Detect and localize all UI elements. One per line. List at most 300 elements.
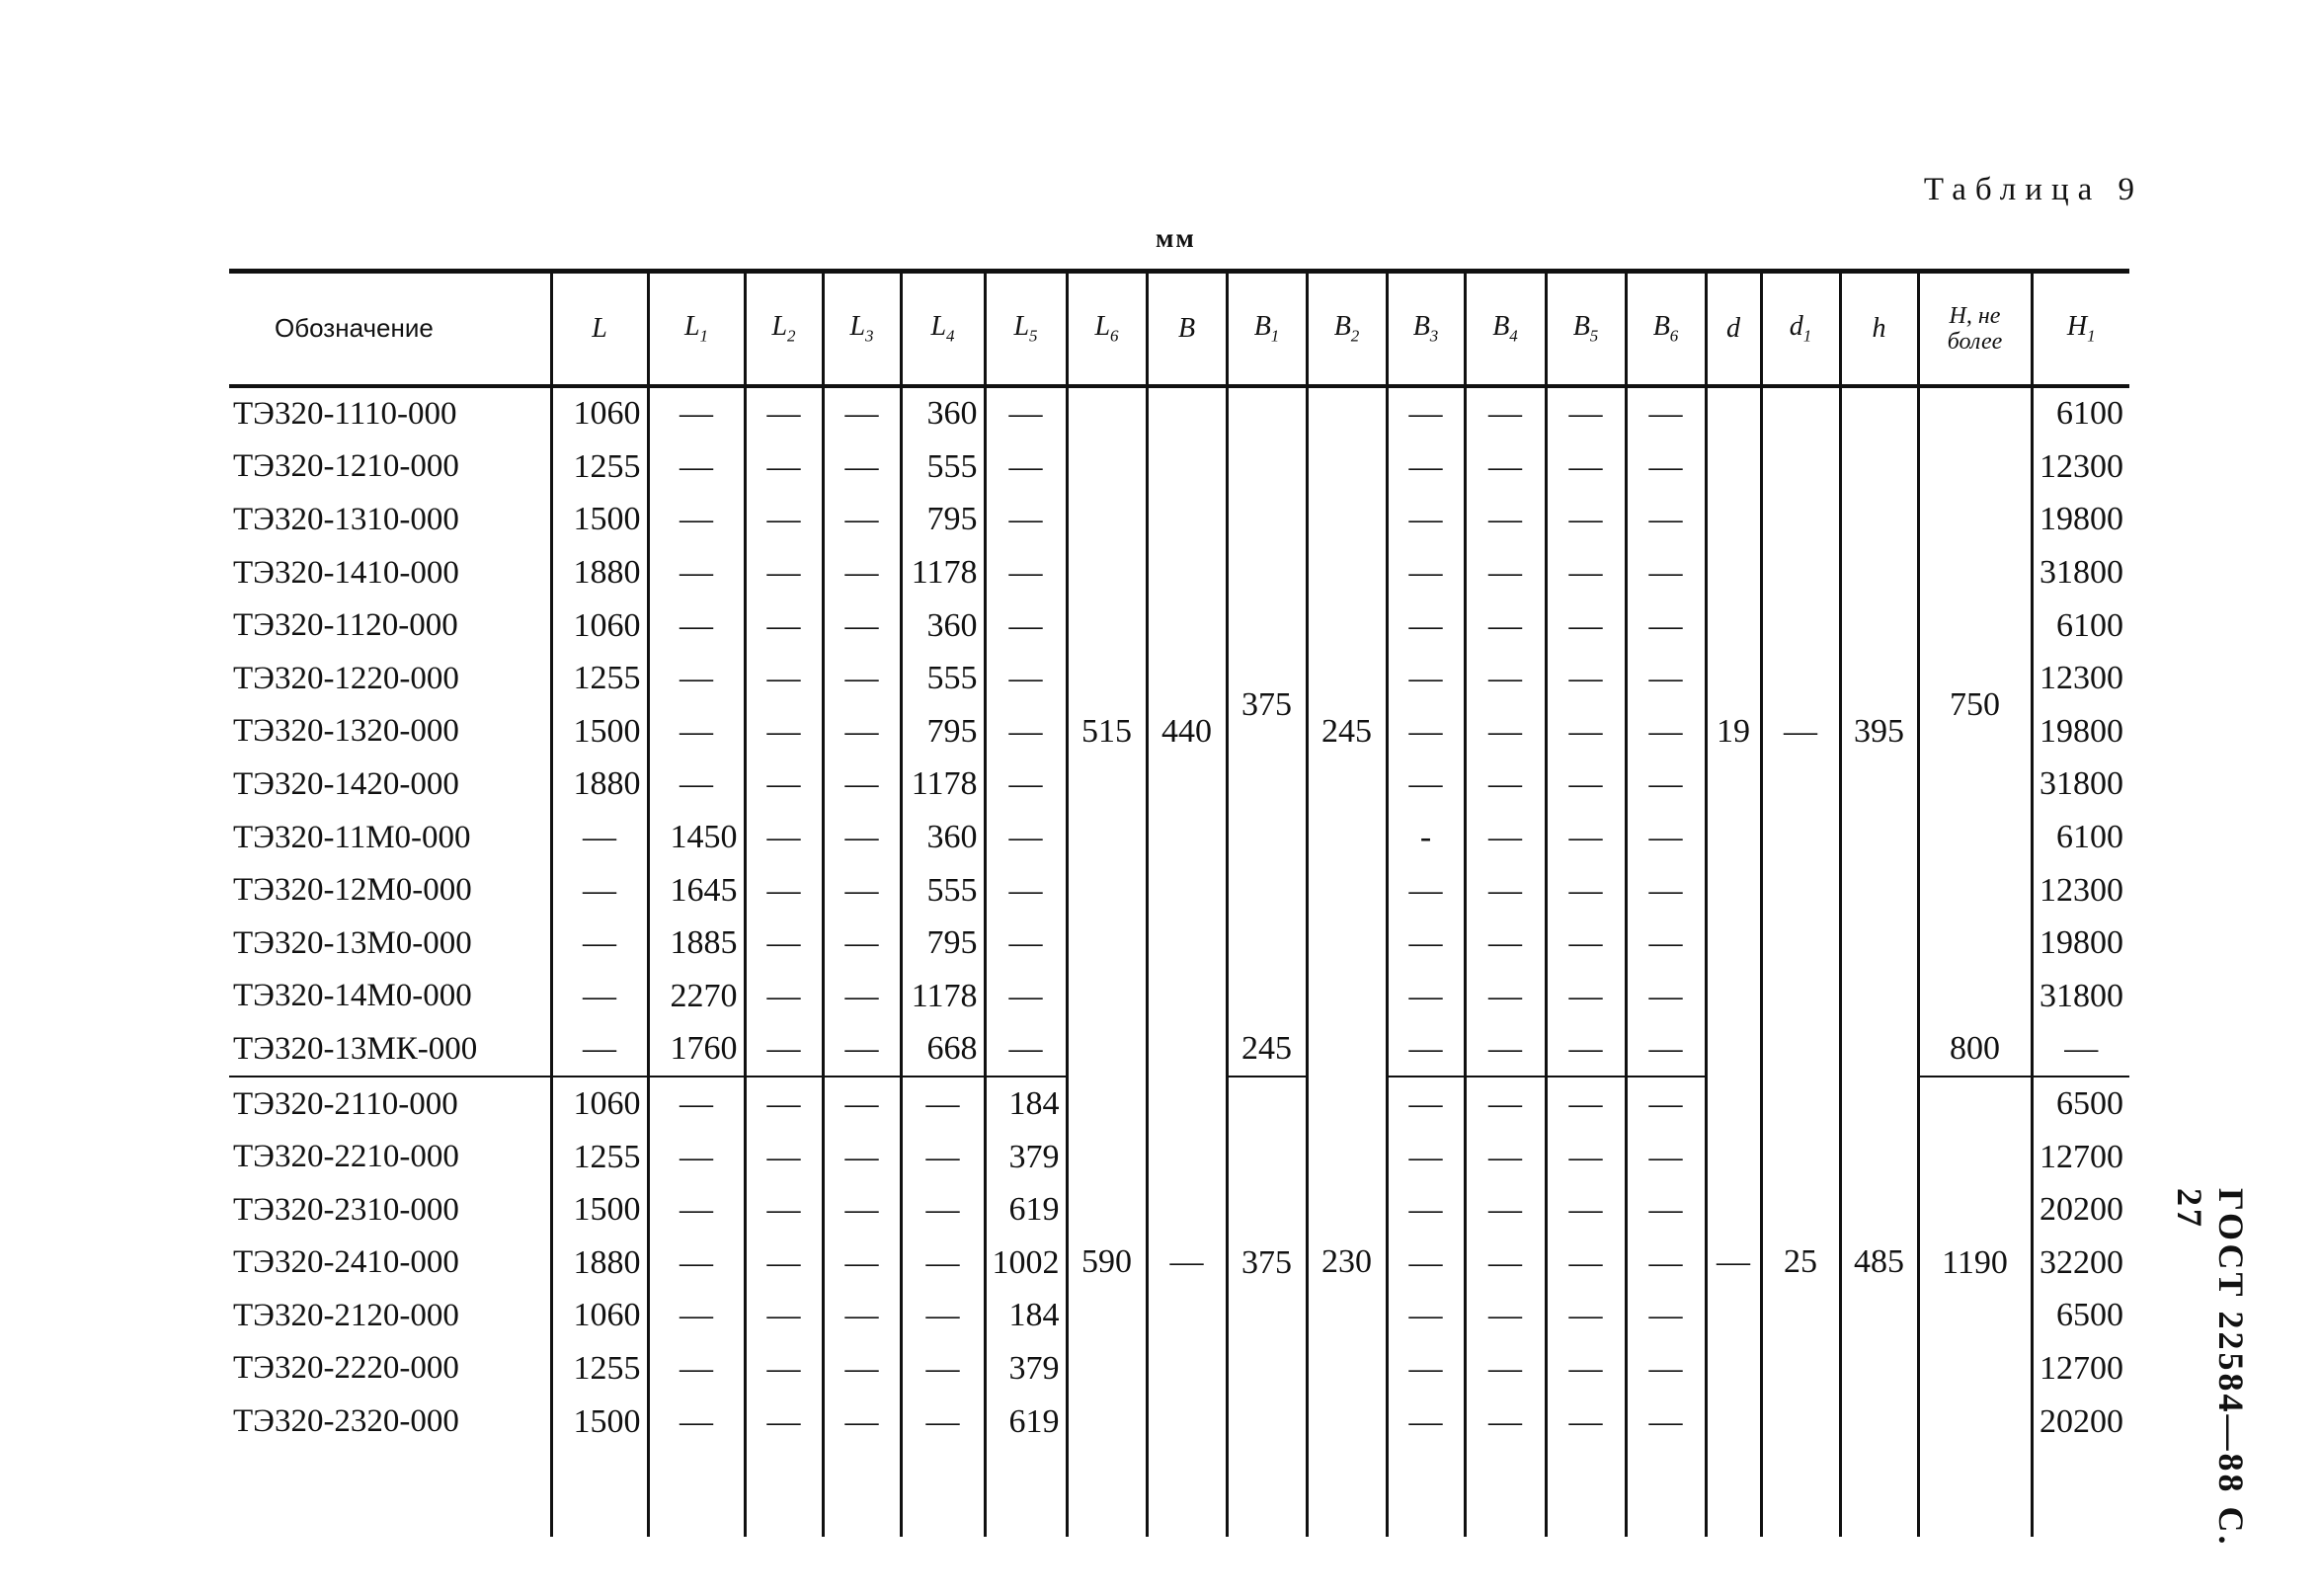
table-row xyxy=(229,1077,2129,1131)
header-d-text: d xyxy=(1726,312,1740,344)
cell-L3-4: — xyxy=(823,970,901,1023)
cell-L1-2: — xyxy=(648,1077,745,1131)
cell-designation: ТЭ320-2220-000 xyxy=(233,1350,459,1387)
cell-L4-5: — xyxy=(901,1183,985,1237)
cell-L-1: 1060 xyxy=(551,1077,648,1131)
cell-B6-14: — xyxy=(1626,1342,1706,1396)
header-L1 xyxy=(648,272,745,386)
cell-B6-14: — xyxy=(1626,440,1706,494)
cell-B3-11: — xyxy=(1387,546,1465,599)
filler-cell xyxy=(1918,1448,2032,1537)
cell-L1-2: — xyxy=(648,758,745,812)
cell-B5-13: — xyxy=(1546,917,1626,970)
cell-B5-13: — xyxy=(1546,1342,1626,1396)
cell-L1-2: — xyxy=(648,1183,745,1237)
cell-B4-12: — xyxy=(1465,864,1546,918)
cell-B3-11: — xyxy=(1387,970,1465,1023)
cell-L2-3: — xyxy=(745,970,823,1023)
cell-L2-3: — xyxy=(745,599,823,653)
cell-L1-2: — xyxy=(648,599,745,653)
header-B-text: B xyxy=(1177,312,1196,344)
cell-L5-6: — xyxy=(985,546,1067,599)
cell-B4-12: — xyxy=(1465,546,1546,599)
cell-L4-5: 795 xyxy=(901,494,985,547)
cell-H1-19: 12700 xyxy=(2032,1131,2129,1184)
cell-B5-13: — xyxy=(1546,811,1626,864)
cell-B5-13: — xyxy=(1546,1396,1626,1449)
cell-L3-4: — xyxy=(823,546,901,599)
cell-L2-3: — xyxy=(745,652,823,705)
header-L2 xyxy=(745,272,823,386)
cell-L5-6: 184 xyxy=(985,1077,1067,1131)
cell-L2-3: — xyxy=(745,1290,823,1343)
header-row xyxy=(229,272,2129,386)
cell-L6-7: 590 xyxy=(1067,1077,1147,1448)
header-L-text: L xyxy=(592,312,607,344)
cell-L1-2: — xyxy=(648,1342,745,1396)
cell-B6-14: — xyxy=(1626,1131,1706,1184)
cell-B1-9: 375 xyxy=(1227,1077,1307,1448)
cell-L4-5: 795 xyxy=(901,917,985,970)
header-d1-text: $d_1$ xyxy=(1789,310,1812,346)
cell-B3-11: — xyxy=(1387,386,1465,441)
cell-L-1: 1880 xyxy=(551,546,648,599)
cell-L-1: 1880 xyxy=(551,758,648,812)
cell-B4-12: — xyxy=(1465,917,1546,970)
cell-L1-2: 2270 xyxy=(648,970,745,1023)
table-filler-row xyxy=(229,1448,2129,1537)
header-L6-text: $L_6$ xyxy=(1094,310,1119,346)
cell-L1-2: 1450 xyxy=(648,811,745,864)
cell-L-1: 1255 xyxy=(551,440,648,494)
cell-B2-10: 230 xyxy=(1307,1077,1387,1448)
cell-H1-19: 12300 xyxy=(2032,652,2129,705)
cell-L-1: 1060 xyxy=(551,386,648,441)
cell-B6-14: — xyxy=(1626,1183,1706,1237)
cell-L5-6: — xyxy=(985,705,1067,758)
cell-B5-13: — xyxy=(1546,758,1626,812)
cell-L5-6: — xyxy=(985,599,1067,653)
cell-L1-2: — xyxy=(648,1237,745,1290)
cell-L-1: — xyxy=(551,864,648,918)
cell-L-1: — xyxy=(551,970,648,1023)
filler-cell xyxy=(2032,1448,2129,1537)
cell-designation: ТЭ320-1420-000 xyxy=(233,765,459,802)
cell-H-18: 1190 xyxy=(1918,1077,2032,1448)
filler-cell xyxy=(1387,1448,1465,1537)
cell-L1-2: — xyxy=(648,705,745,758)
cell-H1-19: 20200 xyxy=(2032,1183,2129,1237)
cell-L5-6: — xyxy=(985,440,1067,494)
cell-d-15: — xyxy=(1706,1077,1761,1448)
cell-H1-19: 6500 xyxy=(2032,1077,2129,1131)
cell-B3-11: — xyxy=(1387,440,1465,494)
cell-B3-11: - xyxy=(1387,811,1465,864)
header-B6 xyxy=(1626,272,1706,386)
cell-L-1: 1060 xyxy=(551,599,648,653)
cell-B4-12: — xyxy=(1465,599,1546,653)
cell-B4-12: — xyxy=(1465,1237,1546,1290)
cell-L1-2: — xyxy=(648,1396,745,1449)
header-h-text: h xyxy=(1872,312,1886,344)
cell-L2-3: — xyxy=(745,864,823,918)
header-L3-text: $L_3$ xyxy=(849,310,874,346)
cell-L3-4: — xyxy=(823,1183,901,1237)
header-B2 xyxy=(1307,272,1387,386)
cell-B5-13: — xyxy=(1546,864,1626,918)
cell-L4-5: — xyxy=(901,1342,985,1396)
cell-L2-3: — xyxy=(745,1396,823,1449)
cell-B3-11: — xyxy=(1387,494,1465,547)
cell-designation: ТЭ320-2320-000 xyxy=(233,1403,459,1440)
cell-B2-10: 245 xyxy=(1307,386,1387,1077)
filler-cell xyxy=(985,1448,1067,1537)
cell-B6-14: — xyxy=(1626,652,1706,705)
cell-B6-14: — xyxy=(1626,494,1706,547)
cell-L5-6: — xyxy=(985,386,1067,441)
cell-L4-5: — xyxy=(901,1077,985,1131)
cell-B5-13: — xyxy=(1546,652,1626,705)
cell-designation: ТЭ320-1410-000 xyxy=(233,554,459,591)
cell-B6-14: — xyxy=(1626,1237,1706,1290)
cell-L5-6: — xyxy=(985,1023,1067,1077)
cell-designation: ТЭ320-1110-000 xyxy=(233,395,457,432)
cell-d1-16: 25 xyxy=(1761,1077,1840,1448)
header-B5-text: $B_5$ xyxy=(1572,310,1599,346)
cell-L2-3: — xyxy=(745,546,823,599)
cell-L4-5: 1178 xyxy=(901,970,985,1023)
cell-L5-6: 379 xyxy=(985,1131,1067,1184)
spec-table xyxy=(229,269,2129,1537)
cell-B5-13: — xyxy=(1546,1077,1626,1131)
cell-L5-6: — xyxy=(985,864,1067,918)
cell-L5-6: 619 xyxy=(985,1396,1067,1449)
cell-B4-12: — xyxy=(1465,652,1546,705)
cell-B3-11: — xyxy=(1387,917,1465,970)
cell-L1-2: — xyxy=(648,386,745,441)
cell-B3-11: — xyxy=(1387,1342,1465,1396)
cell-L-1: 1500 xyxy=(551,705,648,758)
cell-L3-4: — xyxy=(823,705,901,758)
cell-L5-6: — xyxy=(985,758,1067,812)
cell-L5-6: 379 xyxy=(985,1342,1067,1396)
cell-L-1: 1500 xyxy=(551,494,648,547)
cell-L4-5: 360 xyxy=(901,811,985,864)
header-d1 xyxy=(1761,272,1840,386)
cell-designation: ТЭ320-11М0-000 xyxy=(233,819,471,855)
cell-B4-12: — xyxy=(1465,440,1546,494)
cell-L6-7: 515 xyxy=(1067,386,1147,1077)
cell-designation: ТЭ320-1120-000 xyxy=(233,607,458,644)
cell-B6-14: — xyxy=(1626,917,1706,970)
cell-B5-13: — xyxy=(1546,970,1626,1023)
cell-B5-13: — xyxy=(1546,1131,1626,1184)
header-B5 xyxy=(1546,272,1626,386)
cell-L2-3: — xyxy=(745,386,823,441)
cell-B5-13: — xyxy=(1546,440,1626,494)
cell-designation: ТЭ320-2410-000 xyxy=(233,1244,459,1281)
header-L5-text: $L_5$ xyxy=(1013,310,1038,346)
cell-B5-13: — xyxy=(1546,1290,1626,1343)
cell-B6-14: — xyxy=(1626,1396,1706,1449)
cell-H1-19: 12300 xyxy=(2032,864,2129,918)
cell-d-15: 19 xyxy=(1706,386,1761,1077)
cell-L-1: 1500 xyxy=(551,1396,648,1449)
cell-B6-14: — xyxy=(1626,705,1706,758)
header-L6 xyxy=(1067,272,1147,386)
header-L4 xyxy=(901,272,985,386)
filler-cell xyxy=(551,1448,648,1537)
filler-cell xyxy=(1465,1448,1546,1537)
cell-B3-11: — xyxy=(1387,652,1465,705)
cell-B5-13: — xyxy=(1546,1237,1626,1290)
cell-H1-19: 31800 xyxy=(2032,758,2129,812)
header-B4-text: $B_4$ xyxy=(1492,310,1518,346)
cell-L5-6: — xyxy=(985,652,1067,705)
cell-L3-4: — xyxy=(823,440,901,494)
cell-H-18: 750 xyxy=(1918,386,2032,1023)
cell-L3-4: — xyxy=(823,1290,901,1343)
header-B4 xyxy=(1465,272,1546,386)
cell-B5-13: — xyxy=(1546,1023,1626,1077)
filler-cell xyxy=(1840,1448,1918,1537)
cell-L5-6: — xyxy=(985,970,1067,1023)
cell-L-1: — xyxy=(551,811,648,864)
cell-L1-2: — xyxy=(648,1290,745,1343)
cell-designation: ТЭ320-1320-000 xyxy=(233,713,459,750)
cell-L-1: 1060 xyxy=(551,1290,648,1343)
cell-B3-11: — xyxy=(1387,1237,1465,1290)
cell-L-1: 1255 xyxy=(551,1342,648,1396)
cell-L3-4: — xyxy=(823,494,901,547)
cell-B-8: — xyxy=(1147,1077,1227,1448)
cell-B5-13: — xyxy=(1546,386,1626,441)
cell-L1-2: — xyxy=(648,1131,745,1184)
cell-designation: ТЭ320-2120-000 xyxy=(233,1297,459,1333)
filler-cell xyxy=(1626,1448,1706,1537)
cell-L2-3: — xyxy=(745,1023,823,1077)
cell-L1-2: 1760 xyxy=(648,1023,745,1077)
cell-B3-11: — xyxy=(1387,1077,1465,1131)
cell-H1-19: 6100 xyxy=(2032,811,2129,864)
filler-cell xyxy=(1147,1448,1227,1537)
cell-B-8: 440 xyxy=(1147,386,1227,1077)
cell-B6-14: — xyxy=(1626,386,1706,441)
cell-designation: ТЭ320-2310-000 xyxy=(233,1191,459,1228)
cell-B3-11: — xyxy=(1387,864,1465,918)
cell-H1-19: 31800 xyxy=(2032,970,2129,1023)
cell-L4-5: 360 xyxy=(901,386,985,441)
filler-cell xyxy=(1546,1448,1626,1537)
cell-B4-12: — xyxy=(1465,705,1546,758)
header-B xyxy=(1147,272,1227,386)
cell-L2-3: — xyxy=(745,494,823,547)
header-L3 xyxy=(823,272,901,386)
cell-L1-2: 1885 xyxy=(648,917,745,970)
header-H1-text: $H_1$ xyxy=(2066,310,2096,346)
filler-cell xyxy=(745,1448,823,1537)
cell-L1-2: — xyxy=(648,546,745,599)
cell-L4-5: — xyxy=(901,1237,985,1290)
cell-L4-5: — xyxy=(901,1131,985,1184)
cell-B6-14: — xyxy=(1626,811,1706,864)
header-B1 xyxy=(1227,272,1307,386)
cell-B6-14: — xyxy=(1626,1077,1706,1131)
cell-L2-3: — xyxy=(745,1131,823,1184)
header-B2-text: $B_2$ xyxy=(1333,310,1360,346)
cell-L1-2: 1645 xyxy=(648,864,745,918)
cell-B5-13: — xyxy=(1546,599,1626,653)
cell-B4-12: — xyxy=(1465,1290,1546,1343)
cell-B4-12: — xyxy=(1465,1023,1546,1077)
cell-B4-12: — xyxy=(1465,811,1546,864)
cell-H1-19: 32200 xyxy=(2032,1237,2129,1290)
header-H-max xyxy=(1918,272,2032,386)
cell-B1-9: 375 xyxy=(1227,386,1307,1023)
cell-B6-14: — xyxy=(1626,970,1706,1023)
cell-L4-5: 1178 xyxy=(901,758,985,812)
cell-L3-4: — xyxy=(823,1396,901,1449)
cell-H1-19: 12700 xyxy=(2032,1342,2129,1396)
header-H-max-text: H, не более xyxy=(1947,302,2003,355)
cell-L4-5: 555 xyxy=(901,652,985,705)
cell-B4-12: — xyxy=(1465,386,1546,441)
table-row xyxy=(229,386,2129,441)
table-label: Таблица 9 xyxy=(1923,172,2143,207)
cell-H1-19: — xyxy=(2032,1023,2129,1077)
filler-cell xyxy=(648,1448,745,1537)
filler-cell xyxy=(823,1448,901,1537)
filler-cell xyxy=(1067,1448,1147,1537)
cell-B4-12: — xyxy=(1465,1131,1546,1184)
cell-designation: ТЭ320-1310-000 xyxy=(233,501,459,537)
header-h xyxy=(1840,272,1918,386)
cell-L3-4: — xyxy=(823,599,901,653)
cell-B3-11: — xyxy=(1387,1131,1465,1184)
header-B1-text: $B_1$ xyxy=(1253,310,1280,346)
cell-L2-3: — xyxy=(745,1237,823,1290)
cell-designation: ТЭ320-2210-000 xyxy=(233,1139,459,1175)
cell-B4-12: — xyxy=(1465,494,1546,547)
cell-L2-3: — xyxy=(745,1342,823,1396)
cell-L3-4: — xyxy=(823,652,901,705)
cell-designation: ТЭ320-2110-000 xyxy=(233,1085,458,1122)
cell-designation: ТЭ320-1210-000 xyxy=(233,448,459,485)
cell-L3-4: — xyxy=(823,1023,901,1077)
cell-H1-19: 19800 xyxy=(2032,494,2129,547)
header-B6-text: $B_6$ xyxy=(1652,310,1679,346)
cell-L1-2: — xyxy=(648,440,745,494)
cell-H1-19: 6500 xyxy=(2032,1290,2129,1343)
header-L1-text: $L_1$ xyxy=(683,310,709,346)
filler-cell xyxy=(1227,1448,1307,1537)
cell-B3-11: — xyxy=(1387,1396,1465,1449)
cell-H1-19: 19800 xyxy=(2032,705,2129,758)
cell-L3-4: — xyxy=(823,1342,901,1396)
cell-L2-3: — xyxy=(745,440,823,494)
cell-designation: ТЭ320-1220-000 xyxy=(233,660,459,696)
cell-B4-12: — xyxy=(1465,1396,1546,1449)
header-d xyxy=(1706,272,1761,386)
cell-L4-5: 795 xyxy=(901,705,985,758)
cell-L3-4: — xyxy=(823,1131,901,1184)
cell-L1-2: — xyxy=(648,494,745,547)
header-L xyxy=(551,272,648,386)
cell-B6-14: — xyxy=(1626,599,1706,653)
table-body xyxy=(229,386,2129,1538)
cell-B6-14: — xyxy=(1626,1290,1706,1343)
cell-H1-19: 31800 xyxy=(2032,546,2129,599)
header-L2-text: $L_2$ xyxy=(771,310,796,346)
header-L4-text: $L_4$ xyxy=(930,310,955,346)
cell-L-1: 1255 xyxy=(551,1131,648,1184)
cell-L3-4: — xyxy=(823,386,901,441)
cell-B6-14: — xyxy=(1626,1023,1706,1077)
cell-L1-2: — xyxy=(648,652,745,705)
header-L5 xyxy=(985,272,1067,386)
cell-L3-4: — xyxy=(823,758,901,812)
cell-L4-5: 555 xyxy=(901,440,985,494)
cell-L3-4: — xyxy=(823,1077,901,1131)
cell-L5-6: — xyxy=(985,494,1067,547)
cell-B6-14: — xyxy=(1626,758,1706,812)
cell-L-1: — xyxy=(551,1023,648,1077)
cell-H1-19: 6100 xyxy=(2032,599,2129,653)
cell-B1-9: 245 xyxy=(1227,1023,1307,1077)
cell-L2-3: — xyxy=(745,811,823,864)
header-B3-text: $B_3$ xyxy=(1412,310,1439,346)
cell-L3-4: — xyxy=(823,917,901,970)
cell-H1-19: 20200 xyxy=(2032,1396,2129,1449)
cell-B3-11: — xyxy=(1387,705,1465,758)
cell-designation: ТЭ320-14М0-000 xyxy=(233,978,472,1014)
cell-B3-11: — xyxy=(1387,1290,1465,1343)
cell-B4-12: — xyxy=(1465,1342,1546,1396)
cell-B5-13: — xyxy=(1546,546,1626,599)
cell-L4-5: 1178 xyxy=(901,546,985,599)
cell-L3-4: — xyxy=(823,1237,901,1290)
cell-L2-3: — xyxy=(745,1077,823,1131)
cell-designation: ТЭ320-13М0-000 xyxy=(233,924,472,961)
cell-B5-13: — xyxy=(1546,494,1626,547)
cell-L4-5: 360 xyxy=(901,599,985,653)
units-label: мм xyxy=(1156,223,1196,253)
cell-d1-16: — xyxy=(1761,386,1840,1077)
cell-L3-4: — xyxy=(823,811,901,864)
filler-cell xyxy=(1706,1448,1761,1537)
cell-B4-12: — xyxy=(1465,758,1546,812)
filler-cell xyxy=(229,1448,551,1537)
spec-table-container xyxy=(229,269,2129,1562)
cell-B4-12: — xyxy=(1465,1077,1546,1131)
filler-cell xyxy=(901,1448,985,1537)
cell-L5-6: 1002 xyxy=(985,1237,1067,1290)
cell-H1-19: 12300 xyxy=(2032,440,2129,494)
cell-H1-19: 6100 xyxy=(2032,386,2129,441)
cell-L4-5: 555 xyxy=(901,864,985,918)
header-designation-text: Обозначение xyxy=(275,313,434,344)
cell-L-1: 1255 xyxy=(551,652,648,705)
cell-B5-13: — xyxy=(1546,705,1626,758)
cell-L2-3: — xyxy=(745,917,823,970)
cell-B3-11: — xyxy=(1387,758,1465,812)
header-designation xyxy=(229,272,551,386)
cell-h-17: 395 xyxy=(1840,386,1918,1077)
cell-L3-4: — xyxy=(823,864,901,918)
cell-designation: ТЭ320-12М0-000 xyxy=(233,872,472,909)
cell-B3-11: — xyxy=(1387,599,1465,653)
cell-H-18: 800 xyxy=(1918,1023,2032,1077)
